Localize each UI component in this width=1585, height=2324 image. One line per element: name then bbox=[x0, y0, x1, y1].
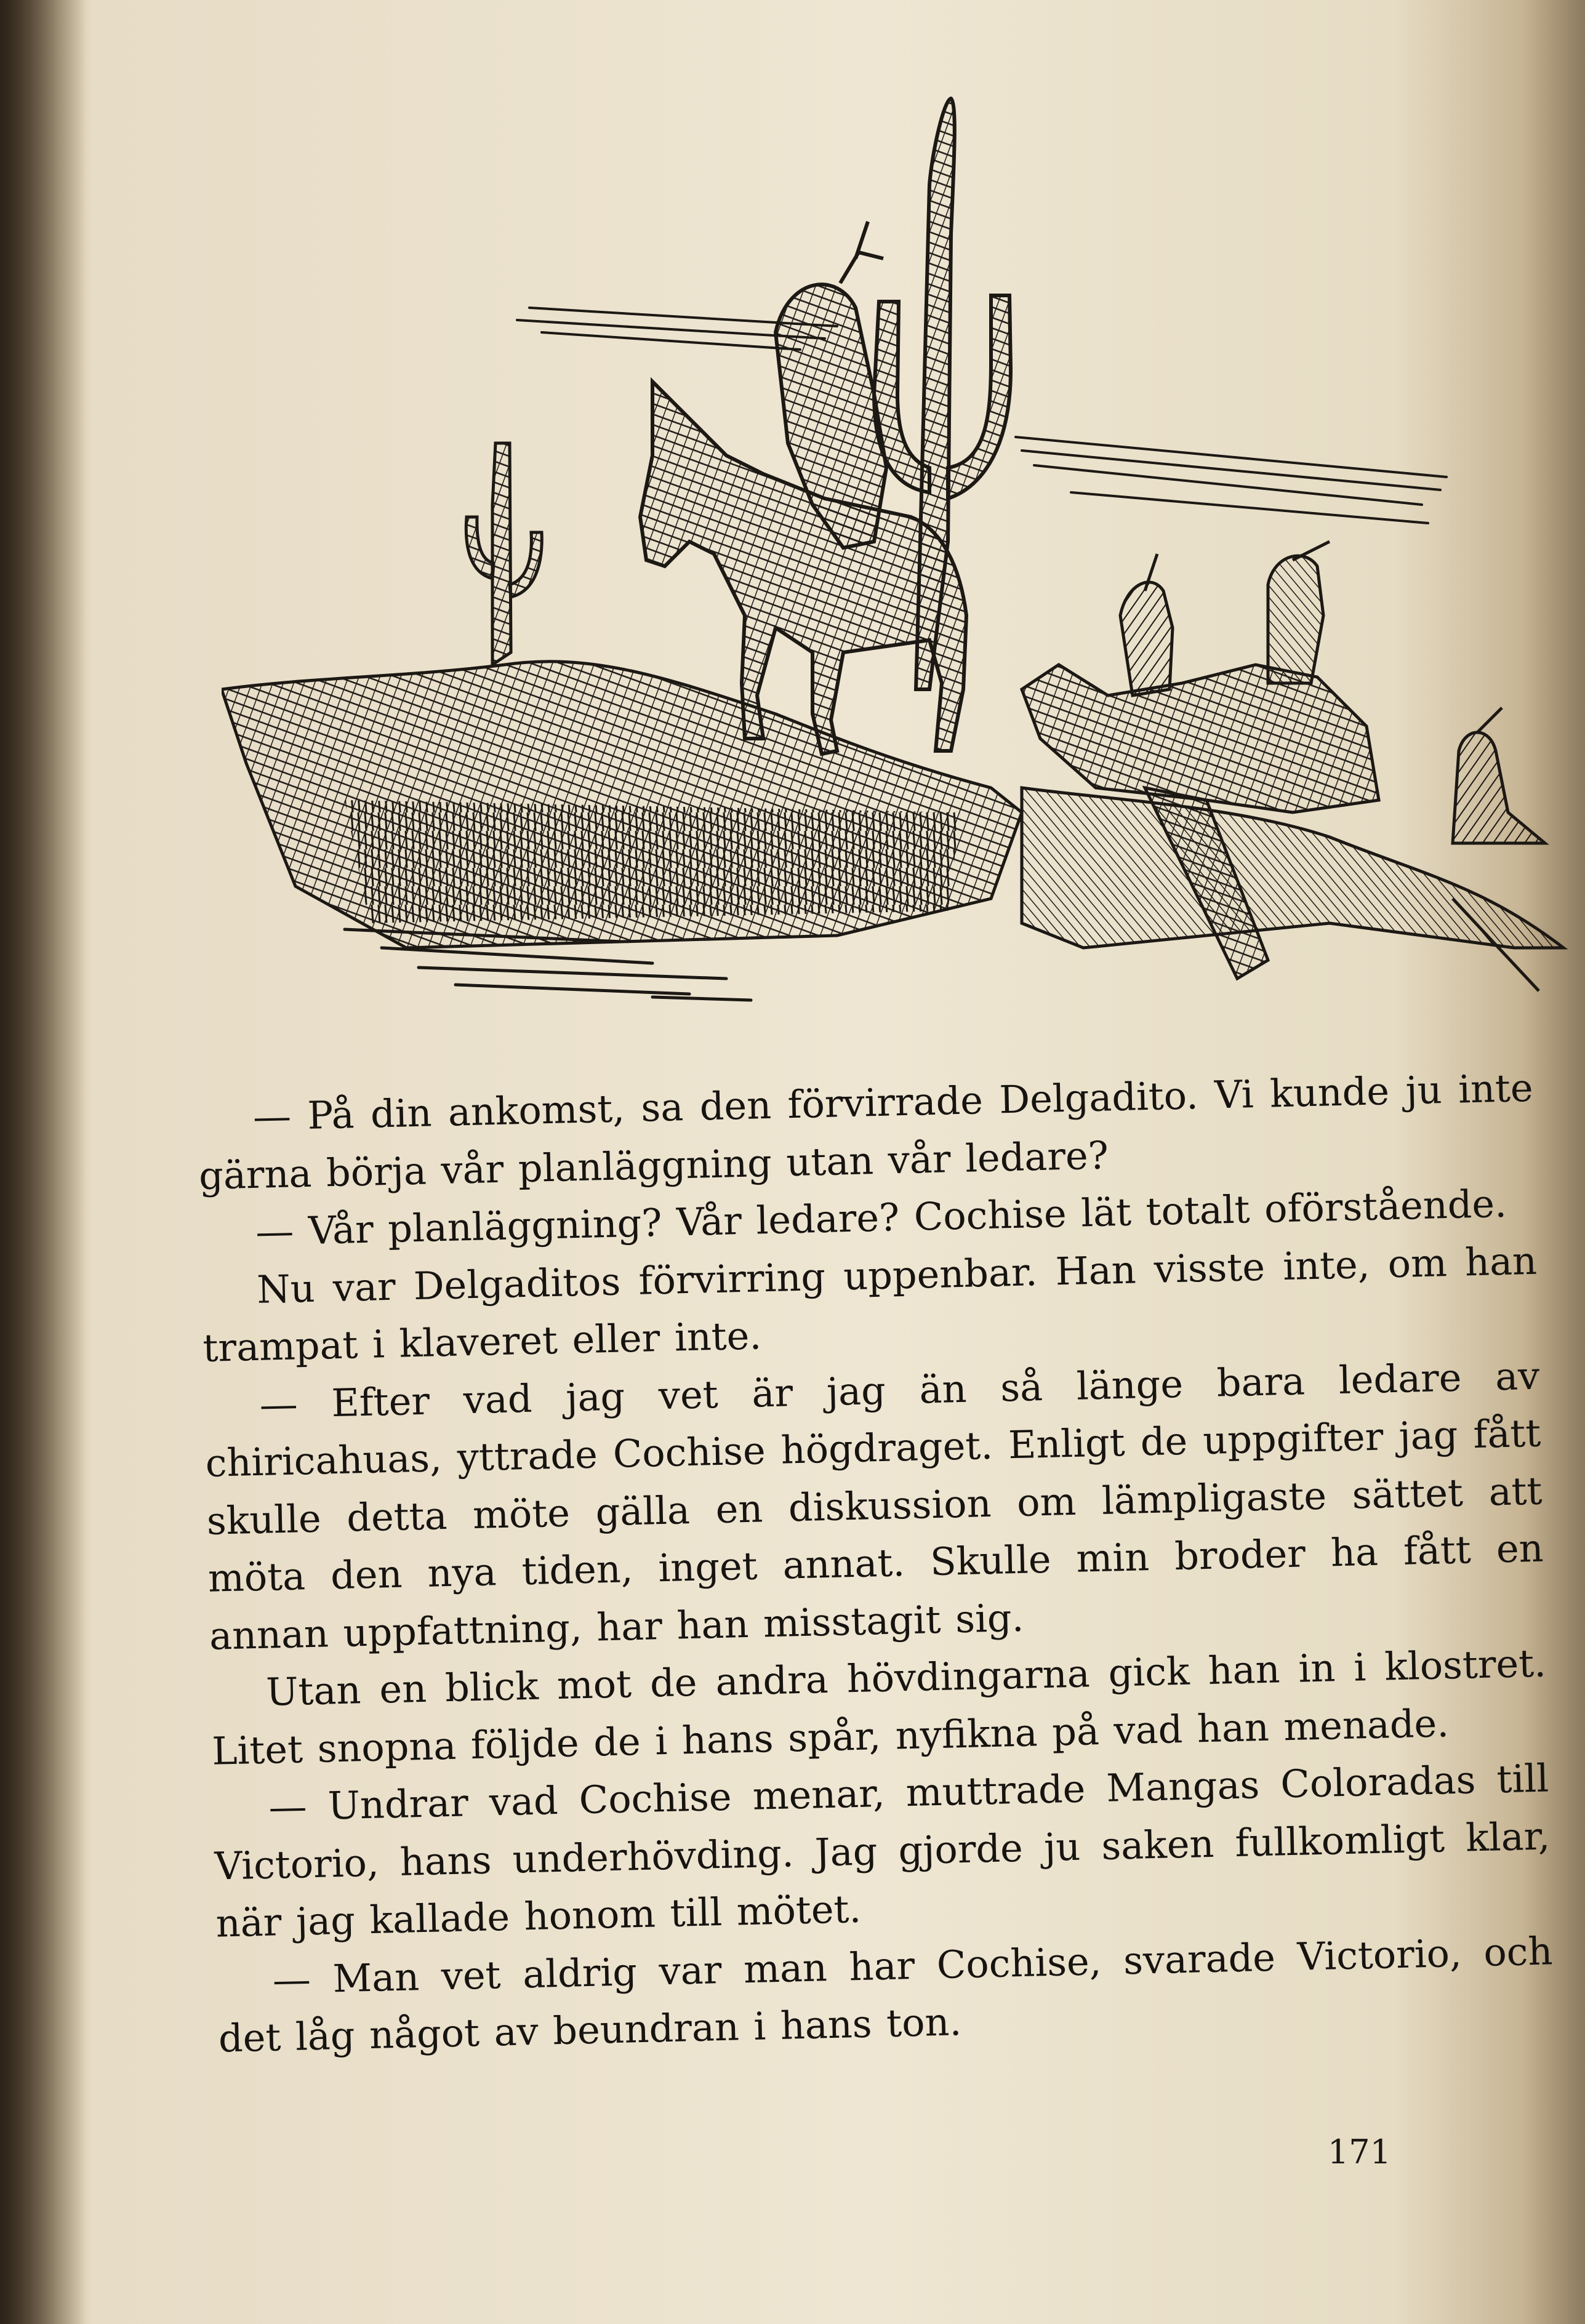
small-cactus-icon bbox=[466, 443, 542, 665]
paragraph-3: Nu var Delgaditos förvirring uppenbar. Han visste inte, om han trampat i klaveret eller inte. bbox=[202, 1238, 1538, 1371]
desert-ridge-icon bbox=[222, 662, 1563, 991]
riders-desert-illustration-icon bbox=[222, 74, 1576, 1034]
paragraph-7: — Man vet aldrig var man har Cochise, svarade Victorio, och det låg något av beundran i hans ton. bbox=[218, 1928, 1554, 2061]
paragraph-1: — På din ankomst, sa den förvirrade Delgadito. Vi kunde ju inte gärna börja vår planläggning utan vår ledare? bbox=[198, 1065, 1534, 1198]
paragraph-5: Utan en blick mot de andra hövdingarna gick han in i klostret. Litet snopna följde de i hans spår, nyfikna på vad han menade. bbox=[211, 1640, 1547, 1774]
paragraph-4: — Efter vad jag vet är jag än så länge bara ledare av chiricahuas, yttrade Cochise högdraget. Enligt de uppgifter jag fått skulle detta möte gälla en diskussion om lämpligaste sättet att möta den nya tiden, inget annat. Skulle min broder ha fått en annan uppfattning, har han misstagit sig. bbox=[204, 1353, 1544, 1659]
book-page bbox=[68, 0, 1570, 2324]
paragraph-2: — Vår planläggning? Vår ledare? Cochise lät totalt oförstående. bbox=[255, 1180, 1507, 1254]
text-block bbox=[197, 1059, 1555, 2067]
page-number: 171 bbox=[1327, 2133, 1391, 2171]
paragraph-6: — Undrar vad Cochise menar, muttrade Mangas Coloradas till Victorio, hans underhövding. Jag gjorde ju saken fullkomligt klar, när jag kallade honom till mötet. bbox=[214, 1755, 1551, 1946]
